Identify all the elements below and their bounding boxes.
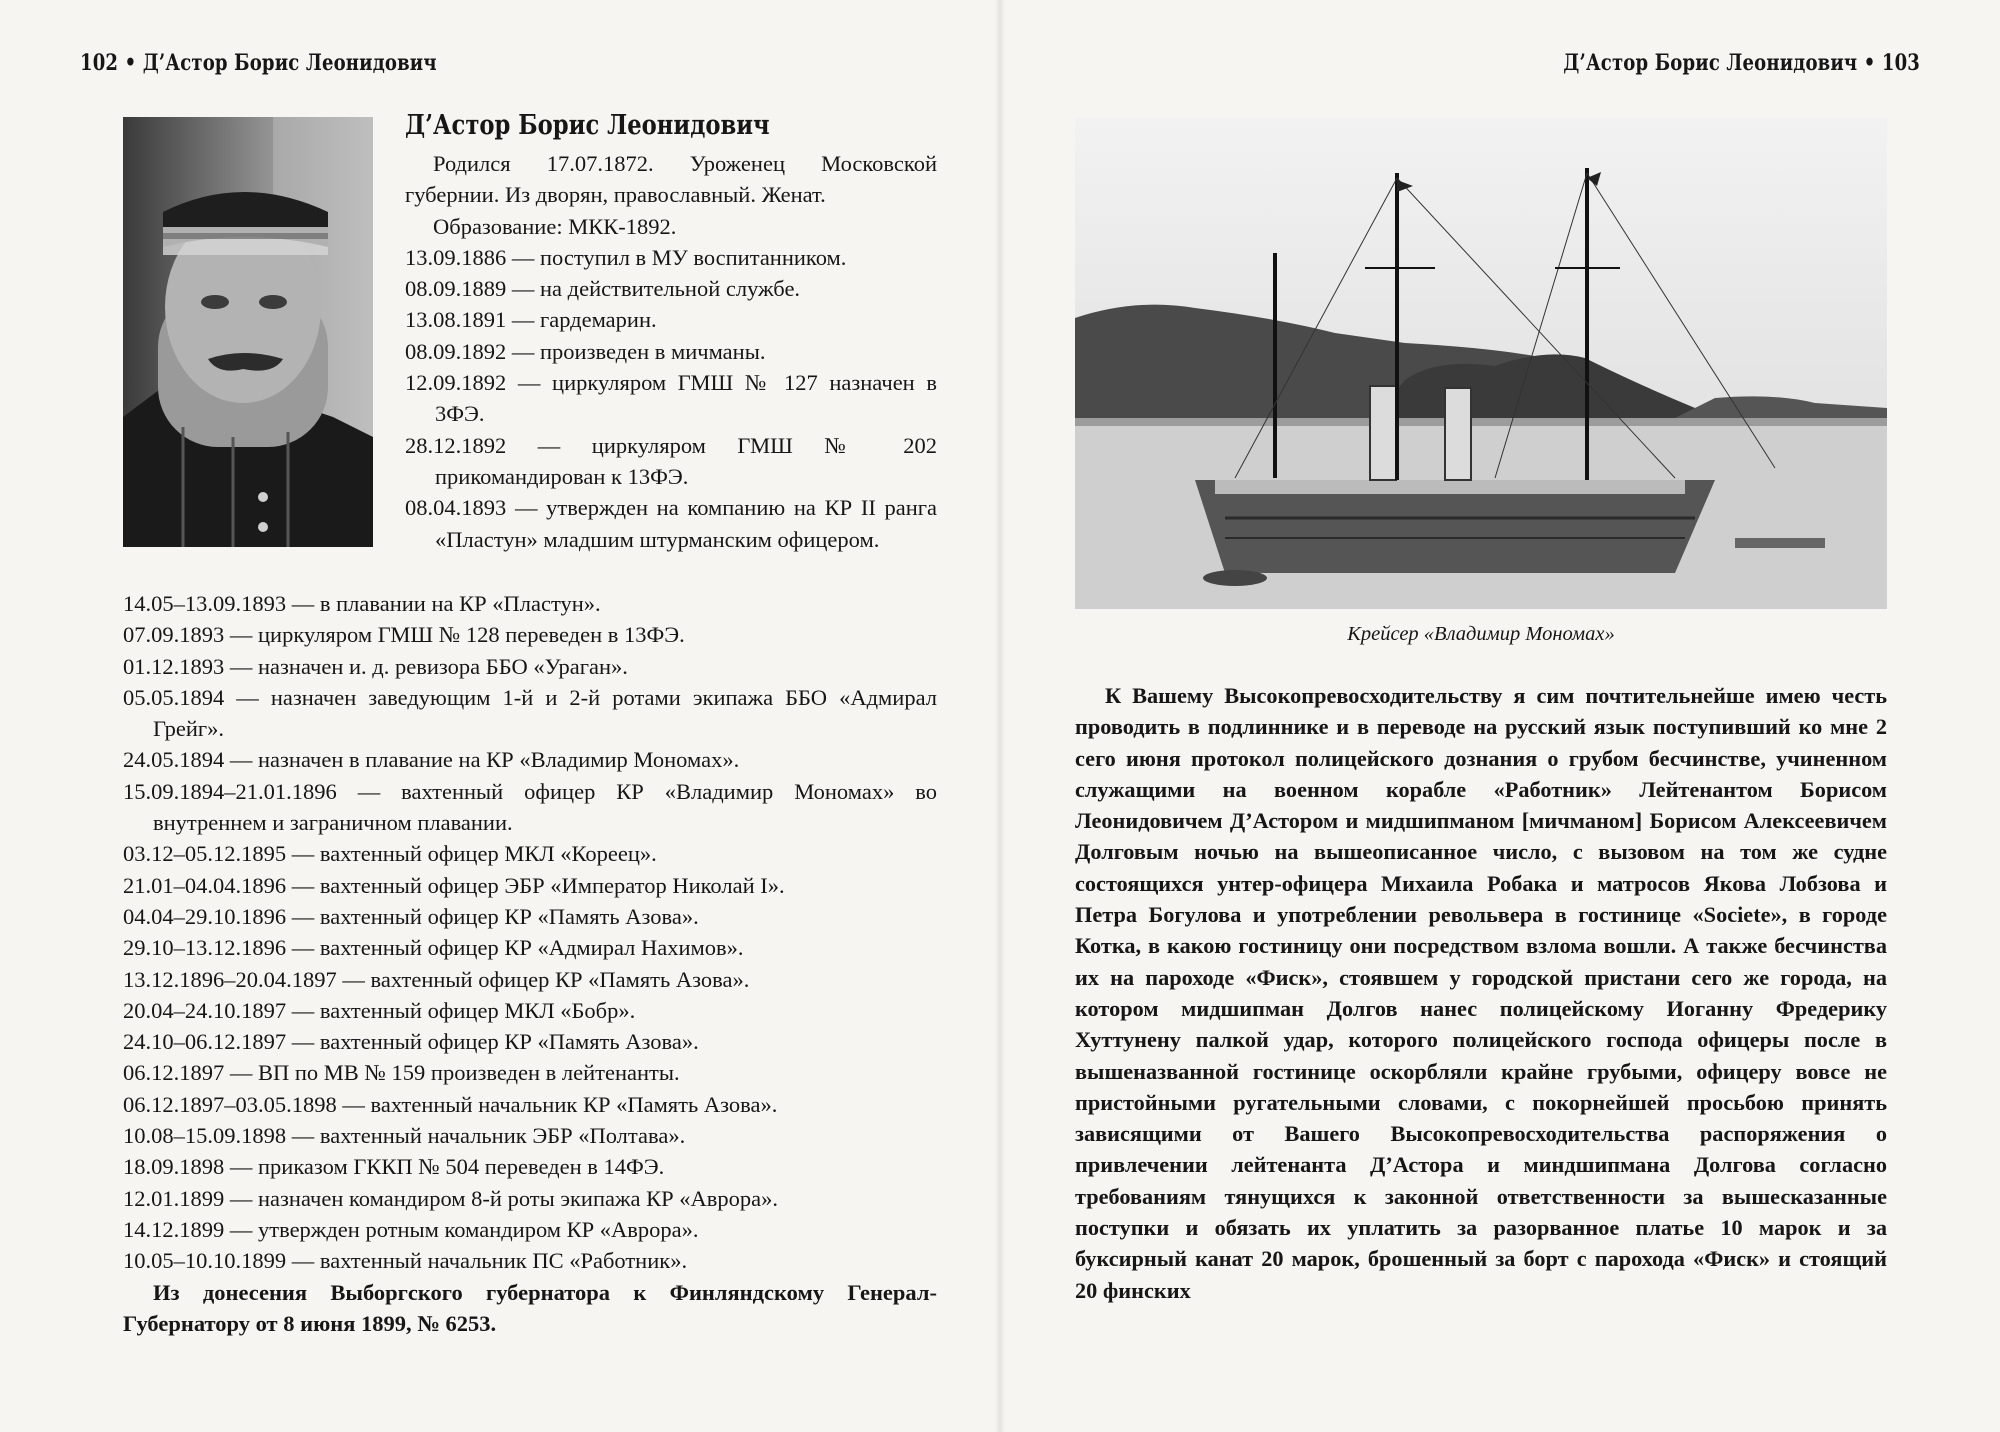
- bio-top-block: [405, 148, 937, 555]
- photo-caption: Крейсер «Владимир Мономах»: [1347, 623, 1615, 645]
- bio-entry: 07.09.1893 — циркуляром ГМШ № 128 переведен в 13ФЭ.: [123, 622, 685, 648]
- bio-entry: 10.05–10.10.1899 — вахтенный начальник ПС «Работник».: [123, 1248, 688, 1274]
- bio-entry: 13.08.1891 — гардемарин.: [405, 307, 657, 333]
- bio-birth-line: Родился 17.07.1872. Уроженец Московской губернии. Из дворян, православный. Женат.: [405, 151, 937, 208]
- bio-entry: 12.01.1899 — назначен командиром 8-й роты экипажа КР «Аврора».: [123, 1185, 779, 1211]
- bio-entry: 05.05.1894 — назначен заведующим 1-й и 2-й ротами экипажа ББО «Адмирал Грейг».: [123, 684, 937, 742]
- bio-entry: 03.12–05.12.1895 — вахтенный офицер МКЛ «Кореец».: [123, 841, 657, 867]
- bio-entry: 08.04.1893 — утвержден на компанию на КР II ранга «Пластун» младшим штурманским офицером.: [405, 495, 937, 552]
- portrait-photo: [123, 117, 373, 547]
- bio-entry: 14.12.1899 — утвержден ротным командиром КР «Аврора».: [123, 1216, 699, 1242]
- bio-entry: 24.05.1894 — назначен в плавание на КР «Владимир Мономах».: [123, 747, 740, 773]
- bio-entry: 10.08–15.09.1898 — вахтенный начальник ЭБР «Полтава».: [123, 1123, 686, 1149]
- bio-entry: 04.04–29.10.1896 — вахтенный офицер КР «Память Азова».: [123, 903, 699, 929]
- bio-entries-block: [123, 588, 937, 1339]
- bio-entry: 13.12.1896–20.04.1897 — вахтенный офицер КР «Память Азова».: [123, 966, 750, 992]
- bio-entry: 08.09.1892 — произведен в мичманы.: [405, 338, 766, 364]
- bio-entry: 06.12.1897–03.05.1898 — вахтенный начальник КР «Память Азова».: [123, 1091, 778, 1117]
- bio-entry: 06.12.1897 — ВП по МВ № 159 произведен в лейтенанты.: [123, 1060, 680, 1086]
- bio-entry: 29.10–13.12.1896 — вахтенный офицер КР «Адмирал Нахимов».: [123, 935, 744, 961]
- bio-entry: 01.12.1893 — назначен и. д. ревизора ББО «Ураган».: [123, 653, 628, 679]
- bio-education-line: Образование: МКК-1892.: [433, 213, 677, 239]
- bio-entry: 21.01–04.04.1896 — вахтенный офицер ЭБР «Император Николай I».: [123, 872, 785, 898]
- bio-entry: 20.04–24.10.1897 — вахтенный офицер МКЛ «Бобр».: [123, 997, 636, 1023]
- bio-entry: 14.05–13.09.1893 — в плавании на КР «Пластун».: [123, 591, 601, 616]
- running-head-left: 102 • Д’Астор Борис Леонидович: [80, 50, 437, 76]
- bio-entry: 13.09.1886 — поступил в МУ воспитанником.: [405, 244, 847, 270]
- running-head-right: Д’Астор Борис Леонидович • 103: [1563, 50, 1920, 76]
- bio-entry: 15.09.1894–21.01.1896 — вахтенный офицер КР «Владимир Мономах» во внутреннем и заграничном плавании.: [123, 778, 937, 836]
- person-name-heading: Д’Астор Борис Леонидович: [405, 110, 770, 141]
- cruiser-photo: [1075, 118, 1887, 609]
- bio-entry: 12.09.1892 — циркуляром ГМШ № 127 назначен в 3ФЭ.: [405, 370, 937, 427]
- bio-entry: 28.12.1892 — циркуляром ГМШ № 202 прикомандирован к 13ФЭ.: [405, 432, 937, 489]
- right-page: [1000, 0, 2000, 1432]
- bio-entry: 18.09.1898 — приказом ГККП № 504 переведен в 14ФЭ.: [123, 1154, 665, 1180]
- bio-entry: 24.10–06.12.1897 — вахтенный офицер КР «Память Азова».: [123, 1029, 699, 1055]
- bio-entry: 08.09.1889 — на действительной службе.: [405, 276, 801, 302]
- report-body: К Вашему Высокопревосходительству я сим почтительнейше имею честь проводить в подлиннике и в переводе на русский язык поступивший ко мне 2 сего июня протокол полицейского дознания о грубом бесчинстве, учиненном служащими на военном корабле «Работник» Лейтенантом Борисом Леонидовичем Д’Астором и мидшипманом [мичманом] Борисом Алексеевичем Долговым ночью на вышеописанное число, с вызовом на том же судне состоящихся унтер-офицера Михаила Робака и матросов Якова Лобзова и Петра Богулова и употреблении револьвера в гостинице «Societe», в городе Котка, в какою гостиницу они посредством взлома вошли. А также бесчинства их на пароходе «Фиск», стоявшем у городской пристани сего же города, на котором мидшипман Долгов нанес полицейскому Иоганну Фредерику Хуттунену палкой удар, которого полицейского господа офицеры после в вышеназванной гостинице оскорбляли крайне грубыми, офицеру вовсе не пристойными ругательными словами, с покорнейшей просьбою принять зависящими от Вашего Высокопревосходительства распоряжения о привлечении лейтенанта Д’Астора и миндшипмана Долгова согласно требованиям тянущихся к законной ответственности за вышесказанные поступки и обязать их уплатить за разорванное платье 10 марок и за буксирный канат 20 марок, брошенный за борт с парохода «Фиск» и стоящий 20 финских: [1075, 683, 1887, 1303]
- report-heading: Из донесения Выборгского губернатора к Финляндскому Генерал-Губернатору от 8 июня 1899, № 6253.: [123, 1279, 937, 1336]
